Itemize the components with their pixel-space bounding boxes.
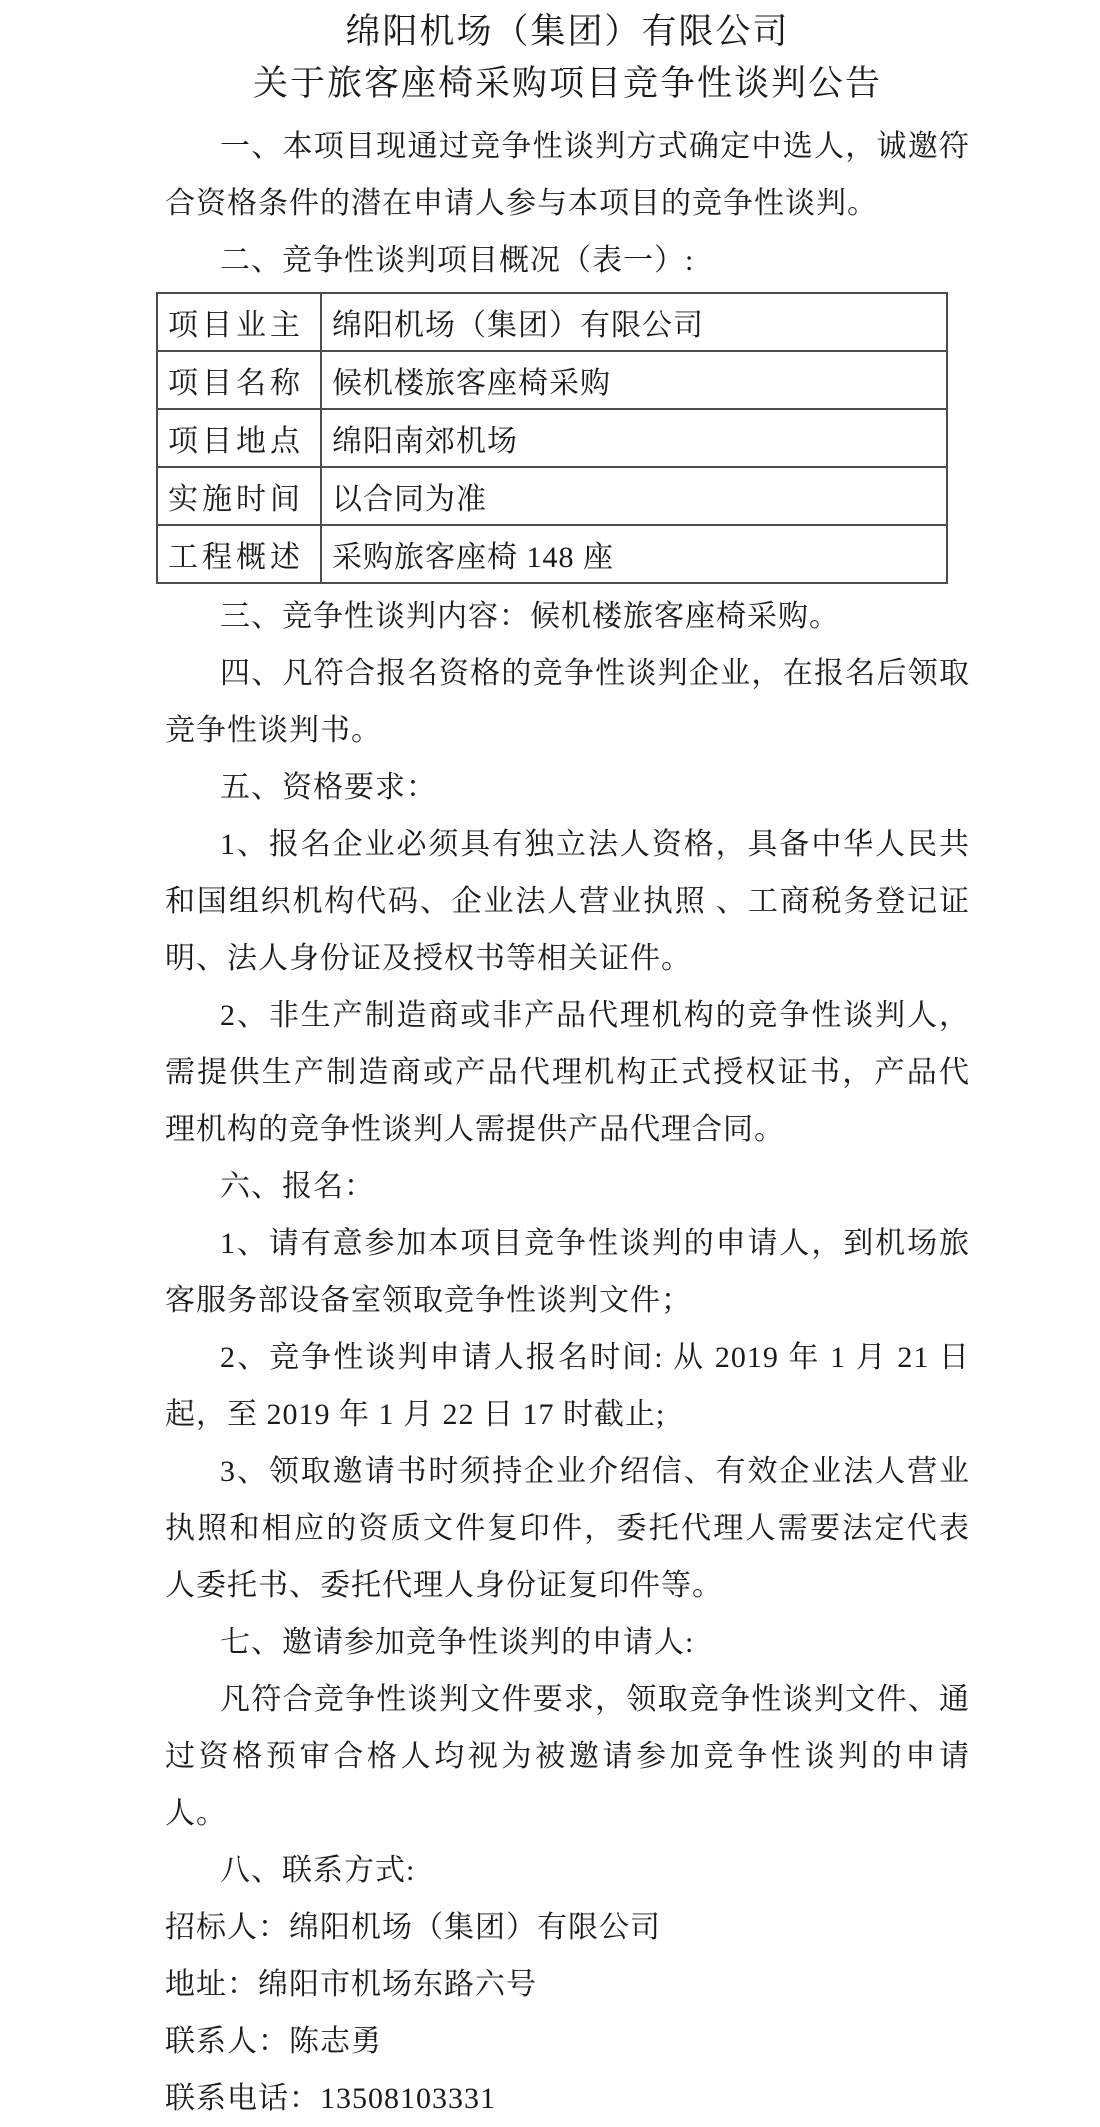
row-label: 项目名称	[157, 351, 321, 409]
row-label: 实施时间	[157, 467, 321, 525]
contact-phone: 联系电话：13508103331	[165, 2082, 496, 2115]
contact-address: 地址：绵阳市机场东路六号	[165, 1968, 537, 2001]
paragraph-section-2-heading: 二、竞争性谈判项目概况（表一）:	[220, 244, 695, 277]
announcement-title: 关于旅客座椅采购项目竞争性谈判公告	[252, 64, 882, 103]
paragraph-section-3: 三、竞争性谈判内容：候机楼旅客座椅采购。	[220, 600, 840, 633]
paragraph-section-6: 六、报名：	[220, 1170, 375, 1203]
row-label: 项目业主	[157, 293, 321, 351]
contact-bidder: 招标人：绵阳机场（集团）有限公司	[165, 1911, 661, 1944]
contact-person: 联系人：陈志勇	[165, 2025, 382, 2058]
project-overview-table	[156, 292, 948, 584]
table-row-project-name	[157, 351, 947, 409]
qualification-item-1: 1、报名企业必须具有独立法人资格，具备中华人民共和国组织机构代码、企业法人营业执照 、工商税务登记证明、法人身份证及授权书等相关证件。	[165, 828, 970, 975]
company-title: 绵阳机场（集团）有限公司	[345, 12, 790, 51]
row-value: 采购旅客座椅 148 座	[321, 525, 947, 583]
row-value: 候机楼旅客座椅采购	[321, 351, 947, 409]
table-row-project-location	[157, 409, 947, 467]
paragraph-section-5: 五、资格要求：	[220, 771, 437, 804]
row-value: 绵阳机场（集团）有限公司	[321, 293, 947, 351]
table-row-project-owner	[157, 293, 947, 351]
qualification-item-2: 2、非生产制造商或非产品代理机构的竞争性谈判人，需提供生产制造商或产品代理机构正式授权证书，产品代理机构的竞争性谈判人需提供产品代理合同。	[165, 999, 970, 1146]
registration-item-3: 3、领取邀请书时须持企业介绍信、有效企业法人营业执照和相应的资质文件复印件，委托代理人需要法定代表人委托书、委托代理人身份证复印件等。	[165, 1455, 970, 1602]
registration-item-2: 2、竞争性谈判申请人报名时间: 从 2019 年 1 月 21 日起，至 2019 年 1 月 22 日 17 时截止;	[165, 1341, 970, 1431]
registration-item-1: 1、请有意参加本项目竞争性谈判的申请人，到机场旅客服务部设备室领取竞争性谈判文件；	[165, 1227, 970, 1317]
row-value: 以合同为准	[321, 467, 947, 525]
row-label: 项目地点	[157, 409, 321, 467]
paragraph-section-7: 七、邀请参加竞争性谈判的申请人:	[220, 1626, 695, 1659]
table-row-implementation-time	[157, 467, 947, 525]
row-label: 工程概述	[157, 525, 321, 583]
paragraph-section-1: 一、本项目现通过竞争性谈判方式确定中选人，诚邀符合资格条件的潜在申请人参与本项目的竞争性谈判。	[165, 130, 970, 220]
paragraph-section-8: 八、联系方式:	[220, 1854, 416, 1887]
row-value: 绵阳南郊机场	[321, 409, 947, 467]
paragraph-section-7-body: 凡符合竞争性谈判文件要求，领取竞争性谈判文件、通过资格预审合格人均视为被邀请参加竞争性谈判的申请人。	[165, 1683, 970, 1830]
paragraph-section-4: 四、凡符合报名资格的竞争性谈判企业，在报名后领取竞争性谈判书。	[165, 657, 970, 747]
table-row-project-summary	[157, 525, 947, 583]
